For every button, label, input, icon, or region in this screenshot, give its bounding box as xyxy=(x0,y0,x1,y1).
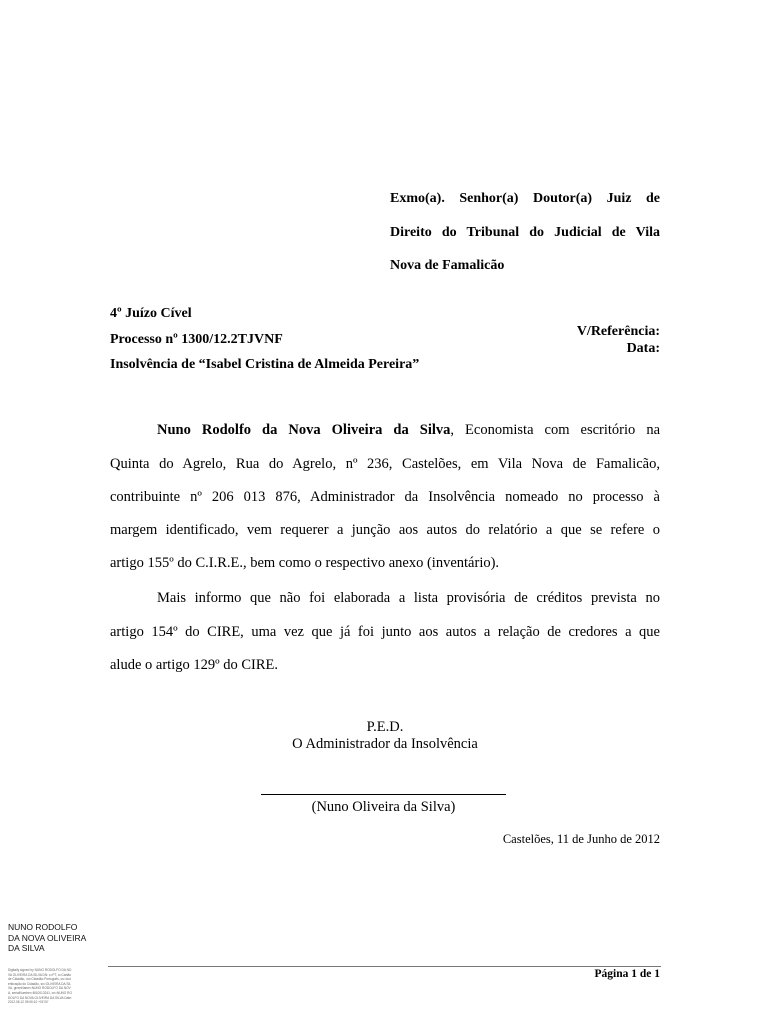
place-and-date: Castelões, 11 de Junho de 2012 xyxy=(502,832,660,846)
insolvency-title: Insolvência de “Isabel Cristina de Almeida Pereira” xyxy=(110,357,420,372)
applicant-name: Nuno Rodolfo da Nova Oliveira da Silva xyxy=(157,422,451,438)
body-paragraph-2-line-1: Mais informo que não foi elaborada a lista provisória de créditos prevista no xyxy=(157,590,660,606)
signature-line xyxy=(261,794,506,795)
date-label: Data: xyxy=(626,341,660,356)
reference-label: V/Referência: xyxy=(576,324,660,339)
body-paragraph-1-line-1 xyxy=(157,422,660,439)
process-number: Processo nº 1300/12.2TJVNF xyxy=(110,332,283,347)
body-text: , Economista com escritório na xyxy=(450,422,660,438)
digital-signature-details: Digitally signed by NUNO RODOLFO DA NOVA OLIVEIRA DA SILVA DN: c=PT, o=Cartão de Cidadão, ou=Cidadão Português, ou=Autenticação do Cidadão, sn=OLIVEIRA DA SILVA, givenName=NUNO RODOLFO DA NOVA, serialNumber=BI10013241, cn=NUNO RODOLFO DA NOVA OLIVEIRA DA SILVA Date: 2012.06.12 09:06:10 +01'00' xyxy=(8,968,72,1005)
page-number: Página 1 de 1 xyxy=(594,968,660,980)
body-paragraph-1-line-5: artigo 155º do C.I.R.E., bem como o respectivo anexo (inventário). xyxy=(110,555,500,571)
administrator-role: O Administrador da Insolvência xyxy=(292,736,478,752)
body-paragraph-1-line-4: margem identificado, vem requerer a junção aos autos do relatório a que se refere o xyxy=(110,522,660,538)
addressee-line-3: Nova de Famalicão xyxy=(390,258,505,273)
addressee-line-2: Direito do Tribunal do Judicial de Vila xyxy=(390,225,660,240)
digital-signature-name: NUNO RODOLFO DA NOVA OLIVEIRA DA SILVA xyxy=(8,922,86,953)
footer-rule xyxy=(108,966,661,967)
signer-name: (Nuno Oliveira da Silva) xyxy=(311,799,456,815)
body-paragraph-2-line-3: alude o artigo 129º do CIRE. xyxy=(110,657,278,673)
ped-closing: P.E.D. xyxy=(366,719,404,735)
body-paragraph-2-line-2: artigo 154º do CIRE, uma vez que já foi junto aos autos a relação de credores a que xyxy=(110,624,660,640)
body-paragraph-1-line-2: Quinta do Agrelo, Rua do Agrelo, nº 236, Castelões, em Vila Nova de Famalicão, xyxy=(110,456,660,472)
addressee-line-1: Exmo(a). Senhor(a) Doutor(a) Juiz de xyxy=(390,191,660,206)
court-section: 4º Juízo Cível xyxy=(110,306,192,321)
body-paragraph-1-line-3: contribuinte nº 206 013 876, Administrador da Insolvência nomeado no processo à xyxy=(110,489,660,505)
